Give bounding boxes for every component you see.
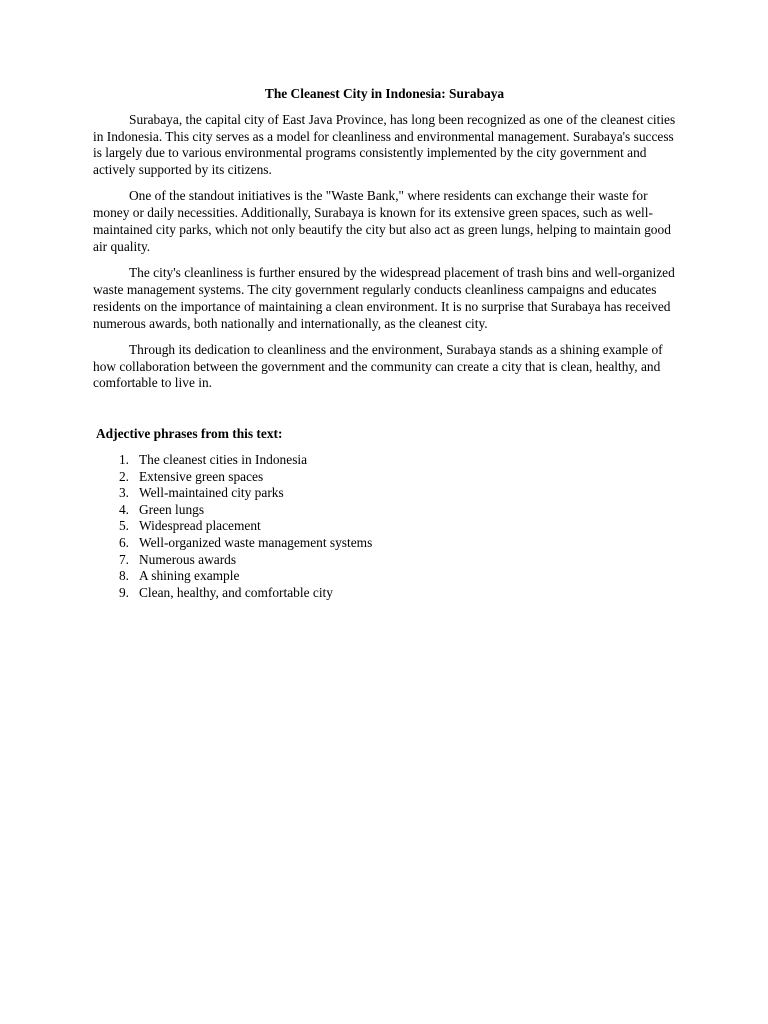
list-item-text: Widespread placement bbox=[139, 518, 261, 534]
list-item bbox=[93, 568, 676, 585]
list-number: 2. bbox=[118, 468, 129, 484]
list-item bbox=[93, 518, 676, 535]
paragraph-3: The city's cleanliness is further ensured by the widespread placement of trash bins and well-organized waste management systems. The city government regularly conducts cleanliness campaigns and educates residents on the importance of maintaining a clean environment. It is no surprise that Surabaya has received numerous awards, both nationally and internationally, as the cleanest city. bbox=[93, 265, 675, 331]
paragraph-4: Through its dedication to cleanliness and the environment, Surabaya stands as a shining example of how collaboration between the government and the community can create a city that is clean, healthy, and comfortable to live in. bbox=[93, 341, 663, 391]
list-number: 3. bbox=[118, 485, 129, 501]
list-item-text: Green lungs bbox=[139, 501, 205, 517]
list-item-text: Well-organized waste management systems bbox=[139, 535, 373, 551]
list-item-text: A shining example bbox=[139, 568, 240, 584]
list-item-text: Clean, healthy, and comfortable city bbox=[139, 584, 333, 600]
list-item bbox=[93, 469, 676, 486]
document-page bbox=[93, 86, 676, 601]
list-item bbox=[93, 452, 676, 469]
list-item bbox=[93, 535, 676, 552]
list-item-text: Numerous awards bbox=[139, 551, 237, 567]
list-number: 5. bbox=[118, 518, 129, 534]
list-number: 8. bbox=[118, 568, 129, 584]
list-number: 9. bbox=[118, 584, 129, 600]
list-number: 7. bbox=[118, 551, 129, 567]
list-number: 1. bbox=[118, 452, 129, 468]
list-item-text: The cleanest cities in Indonesia bbox=[139, 452, 308, 468]
phrase-list bbox=[93, 452, 676, 601]
paragraph-2: One of the standout initiatives is the "Waste Bank," where residents can exchange their waste for money or daily necessities. Additionally, Surabaya is known for its extensive green spaces, such as well-maintained city parks, which not only beautify the city but also act as green lungs, helping to maintain good air quality. bbox=[93, 188, 671, 254]
document-title: The Cleanest City in Indonesia: Surabaya bbox=[264, 86, 505, 101]
list-item-text: Well-maintained city parks bbox=[139, 485, 284, 501]
list-item bbox=[93, 502, 676, 519]
list-number: 6. bbox=[118, 535, 129, 551]
list-item bbox=[93, 485, 676, 502]
phrases-heading: Adjective phrases from this text: bbox=[96, 426, 283, 442]
list-item bbox=[93, 552, 676, 569]
list-item-text: Extensive green spaces bbox=[139, 468, 264, 484]
list-item bbox=[93, 585, 676, 602]
paragraph-1: Surabaya, the capital city of East Java Province, has long been recognized as one of the cleanest cities in Indonesia. This city serves as a model for cleanliness and environmental management. Surabaya's success is largely due to various environmental programs consistently implemented by the city government and actively supported by its citizens. bbox=[93, 111, 676, 178]
list-number: 4. bbox=[118, 501, 129, 517]
